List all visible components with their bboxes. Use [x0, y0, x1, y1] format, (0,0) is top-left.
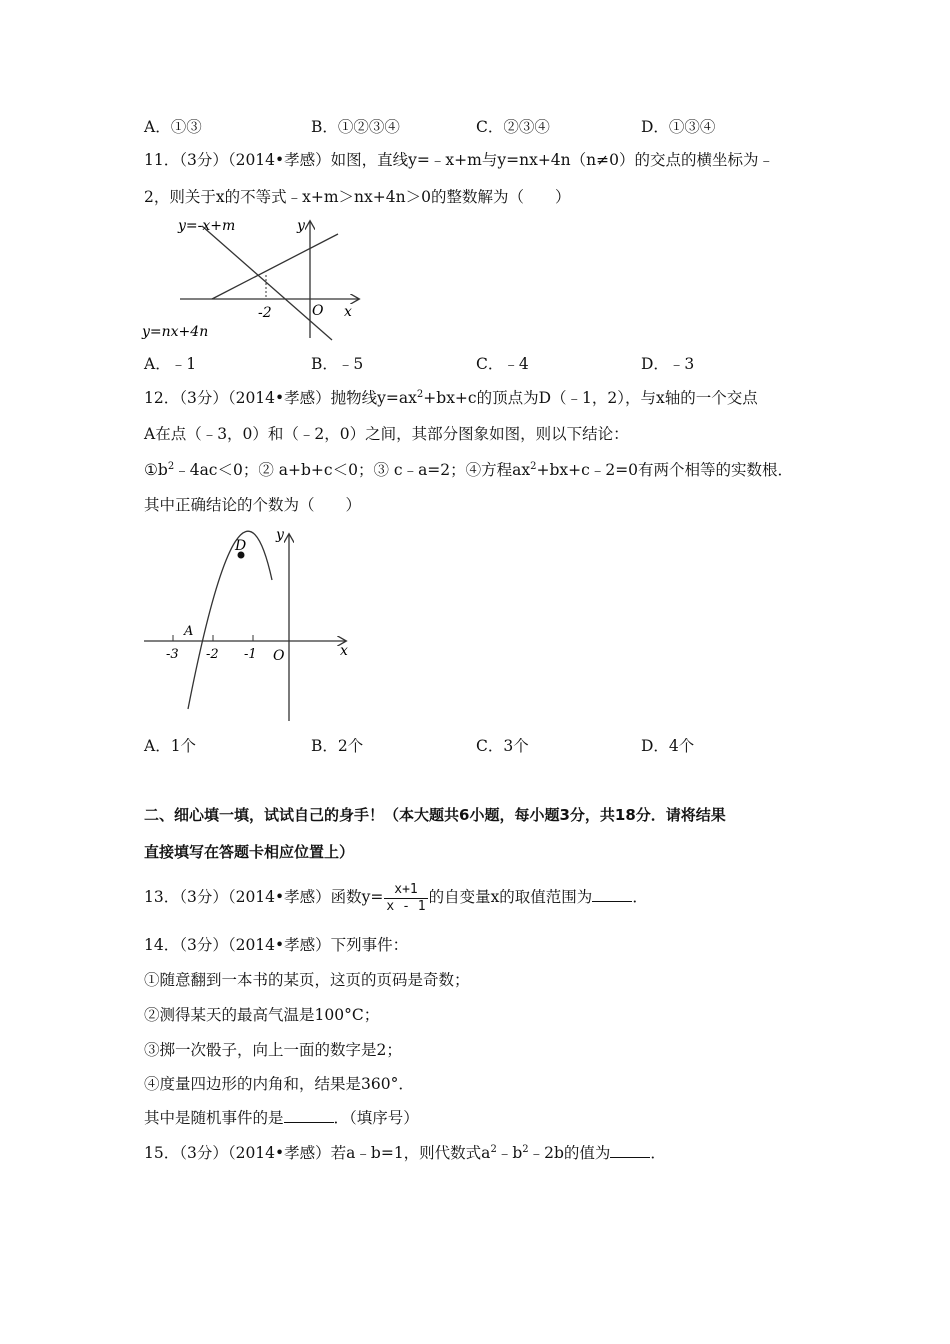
q12-parabola — [188, 531, 272, 709]
q14-answer-blank[interactable] — [284, 1108, 334, 1123]
q10-option-c: C．②③④ — [476, 118, 550, 136]
q15-stem: 15．（3分）（2014•孝感）若a﹣b=1，则代数式$a^2﹣b^2﹣2b$的值为 ． — [144, 1144, 666, 1162]
q11-figure — [140, 212, 380, 342]
q14-item-3: ③掷一次骰子，向上一面的数字是2； — [144, 1041, 402, 1059]
q11-option-b: B．﹣5 — [311, 355, 364, 373]
q12-option-a: A．1个 — [144, 737, 197, 755]
q13-stem: 13．（3分）（2014•孝感）函数y= $\frac{x+1}{x - 1}$ 的自变量x的取值范围为 ． — [144, 881, 648, 914]
q12-y-label: y — [276, 527, 284, 543]
q12-vertex-label: D — [235, 538, 247, 554]
section2-heading-line1: 二、细心填一填，试试自己的身手！（本大题共6小题，每小题3分，共18分．请将结果 — [144, 806, 726, 824]
q11-label-line1: y=-x+m — [178, 218, 236, 234]
q12-tick-label-neg2: -2 — [206, 647, 219, 662]
q12-stem-line1: 12．（3分）（2014•孝感）抛物线$y=ax^2+bx+c$的顶点为D（﹣1，2），与x轴的一个交点 — [144, 389, 758, 407]
q10-option-d: D．①③④ — [641, 118, 716, 136]
q14-item-2: ②测得某天的最高气温是100°C； — [144, 1006, 380, 1024]
q11-stem-line2: 2，则关于x的不等式﹣x+m＞nx+4n＞0的整数解为（ ） — [144, 188, 571, 206]
q11-line-decreasing — [202, 226, 332, 340]
q11-tick-label: -2 — [258, 305, 272, 321]
q11-label-line2: y=nx+4n — [142, 324, 209, 340]
q12-stem-line2: A在点（﹣3，0）和（﹣2，0）之间，其部分图象如图，则以下结论： — [144, 425, 629, 443]
q11-option-a: A．﹣1 — [144, 355, 197, 373]
q12-stem-line3: $①b^2﹣4ac<0$；② a+b+c＜0；③ c﹣a=2；④方程$ax^2+bx+c﹣2=0$有两个相等的实数根． — [144, 461, 794, 479]
q12-option-d: D．4个 — [641, 737, 695, 755]
q14-stem: 14．（3分）（2014•孝感）下列事件： — [144, 936, 409, 954]
q13-answer-blank[interactable] — [592, 887, 632, 902]
q11-option-d: D．﹣3 — [641, 355, 695, 373]
q11-x-label: x — [344, 304, 352, 320]
q12-tick-label-neg3: -3 — [166, 647, 179, 662]
q12-origin-label: O — [273, 648, 285, 664]
q12-stem-line4: 其中正确结论的个数为（ ） — [144, 496, 362, 514]
q11-origin-label: O — [312, 303, 324, 319]
q12-tick-label-neg1: -1 — [244, 647, 257, 662]
q12-option-b: B．2个 — [311, 737, 364, 755]
q12-figure — [140, 525, 360, 725]
q12-option-c: C．3个 — [476, 737, 529, 755]
q13-fraction: $\frac{x+1}{x - 1}$ — [386, 881, 426, 914]
q12-x-label: x — [340, 643, 348, 659]
q11-stem-line1: 11．（3分）（2014•孝感）如图，直线y=﹣x+m与y=nx+4n（n≠0）的交点的横坐标为﹣ — [144, 151, 774, 169]
q14-item-4: ④度量四边形的内角和，结果是360°． — [144, 1075, 414, 1093]
q12-a-label: A — [184, 624, 194, 639]
q10-option-a: A．①③ — [144, 118, 202, 136]
q15-answer-blank[interactable] — [610, 1143, 650, 1158]
q11-y-label: y — [297, 218, 305, 234]
q11-option-c: C．﹣4 — [476, 355, 529, 373]
section2-heading-line2: 直接填写在答题卡相应位置上） — [144, 843, 355, 861]
q14-question: 其中是随机事件的是 ．（填序号） — [144, 1109, 419, 1127]
q14-item-1: ①随意翻到一本书的某页，这页的页码是奇数； — [144, 971, 470, 989]
q10-option-b: B．①②③④ — [311, 118, 400, 136]
